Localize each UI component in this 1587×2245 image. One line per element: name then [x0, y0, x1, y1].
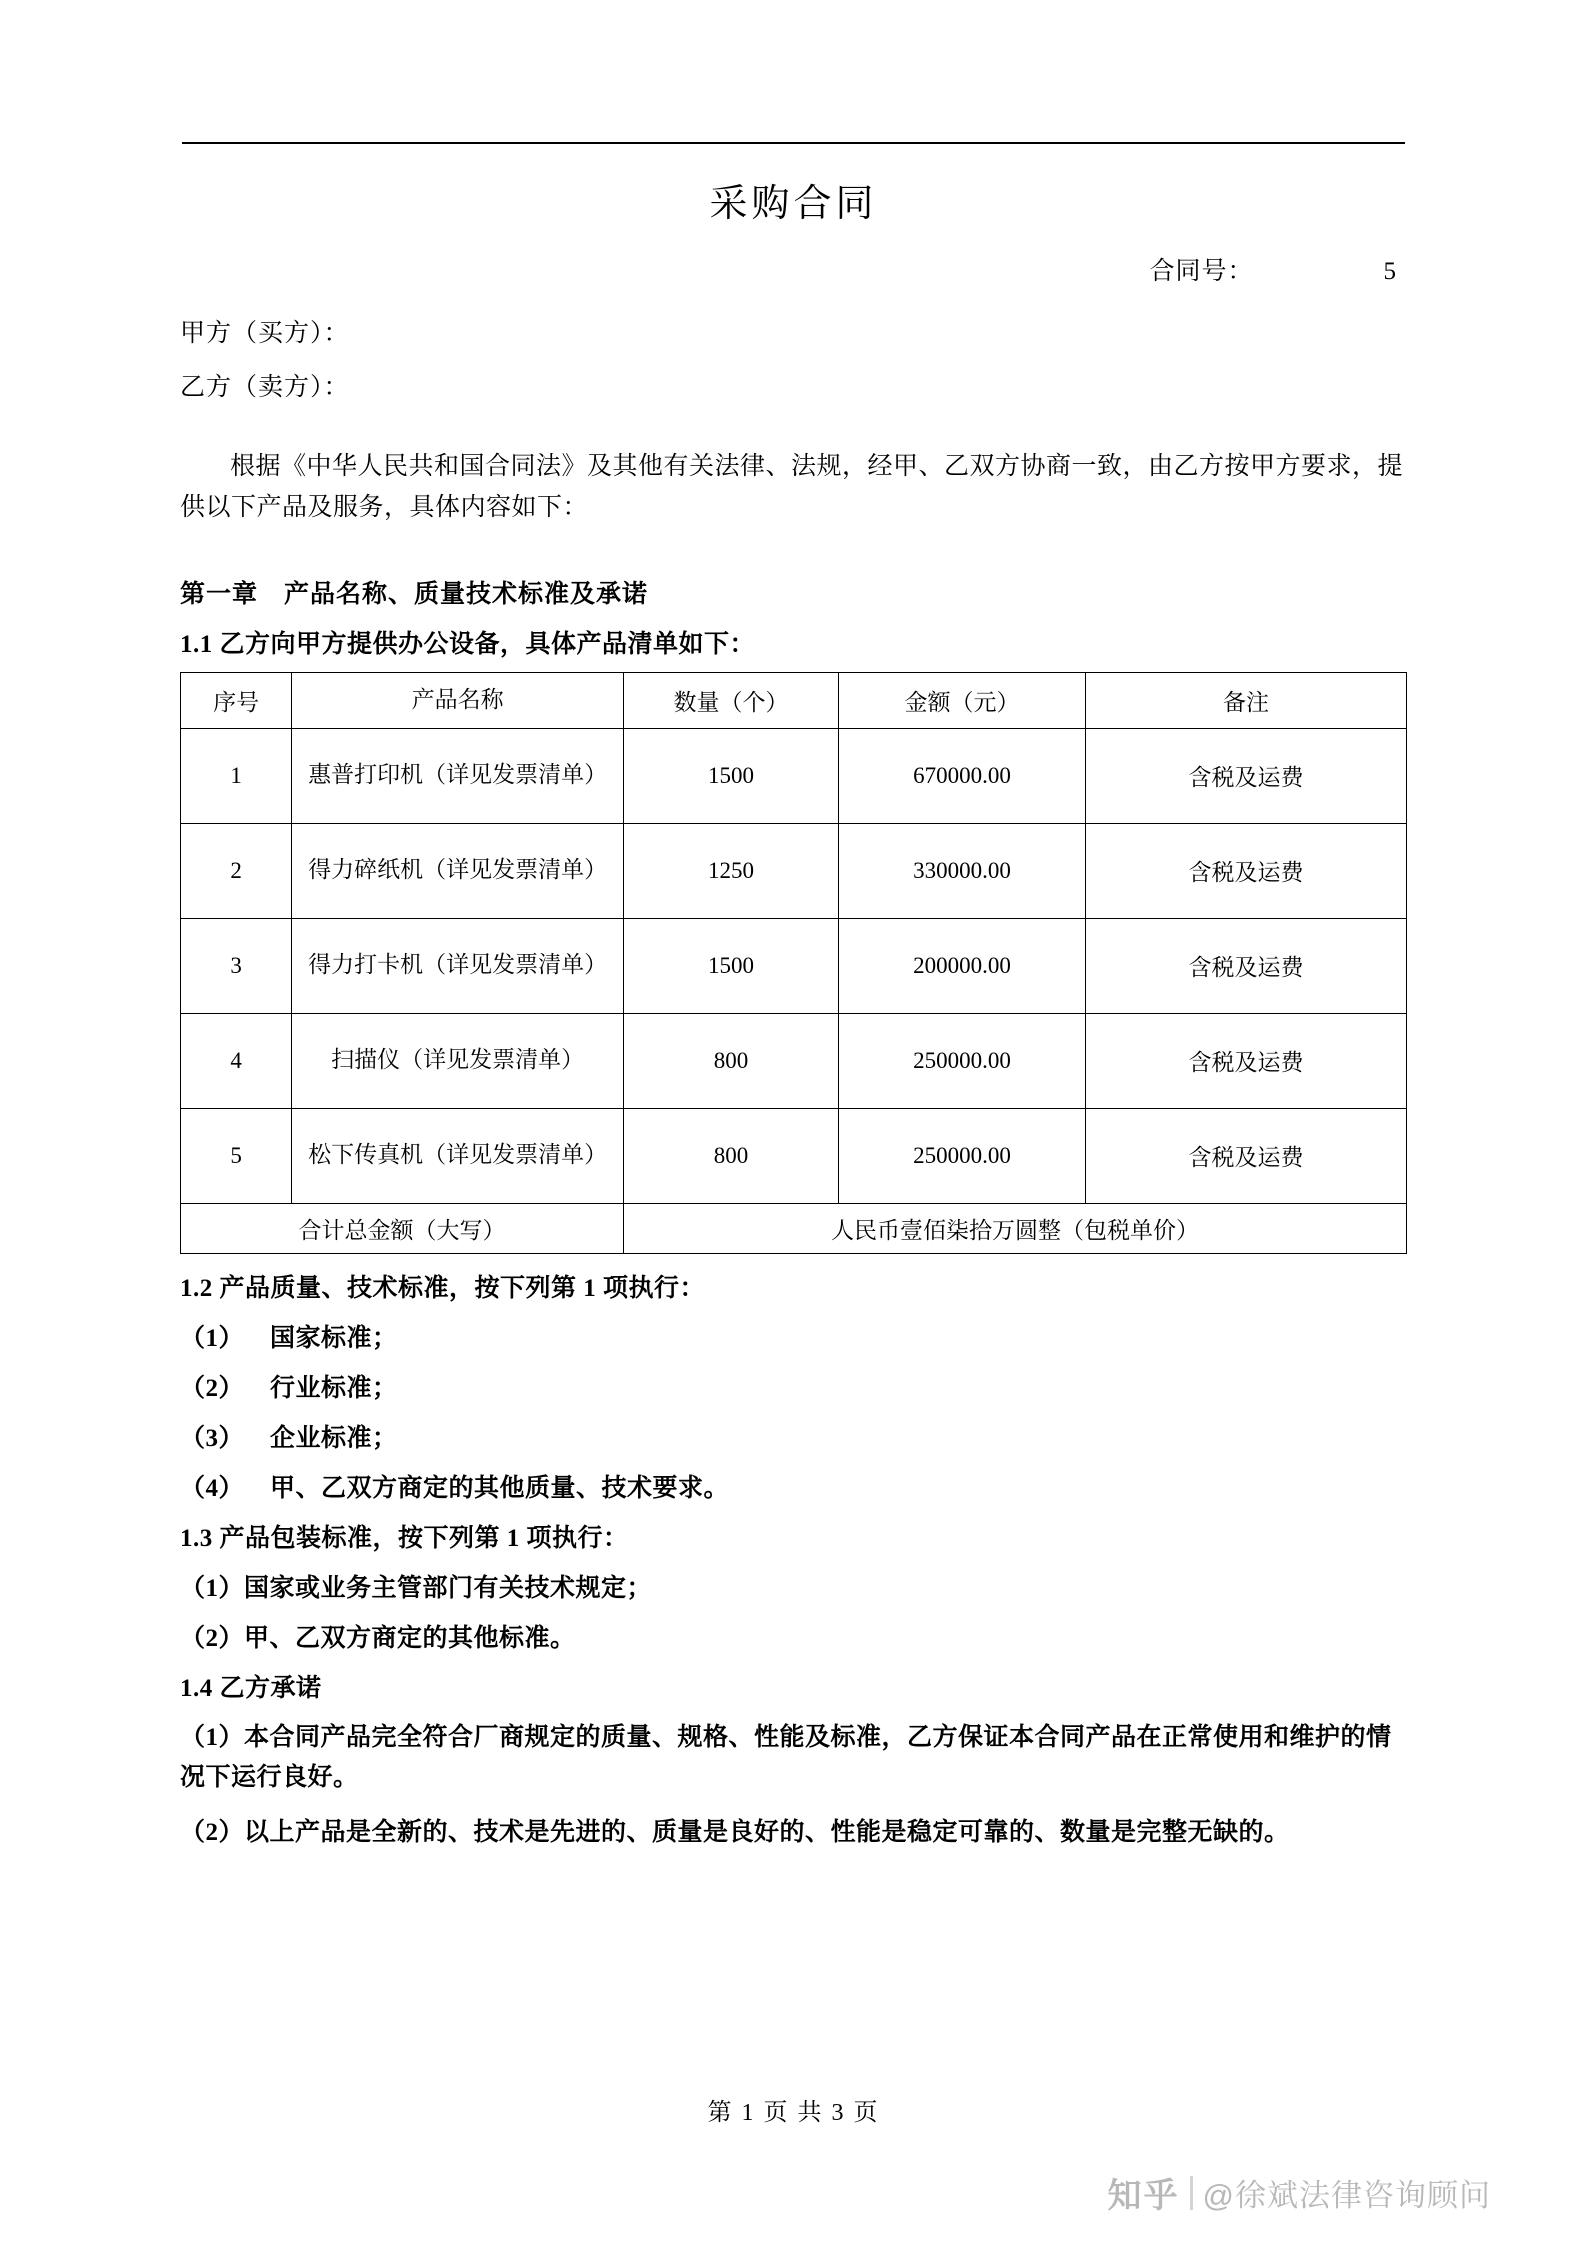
- cell-note: 含税及运费: [1085, 823, 1406, 918]
- cell-seq: 5: [181, 1108, 292, 1203]
- table-total-row: [181, 1203, 1407, 1253]
- cell-note: 含税及运费: [1085, 728, 1406, 823]
- chapter-1-title: 产品名称、质量技术标准及承诺: [284, 581, 649, 608]
- item-number: （3）: [180, 1424, 245, 1452]
- header-amount: 金额（元）: [839, 673, 1086, 729]
- product-table: [180, 672, 1407, 1254]
- table-row: [181, 823, 1407, 918]
- cell-product-name: 惠普打印机（详见发票清单）: [292, 728, 624, 823]
- party-b-line: 乙方（卖方）：: [180, 374, 350, 401]
- header-seq: 序号: [181, 673, 292, 729]
- item-text: 国家标准；: [270, 1324, 398, 1352]
- page-title: 采购合同: [709, 183, 878, 225]
- cell-quantity: 1250: [623, 823, 838, 918]
- header-rule: [182, 142, 1405, 144]
- clause-1-2-item-4: [180, 1468, 1407, 1504]
- cell-note: 含税及运费: [1085, 918, 1406, 1013]
- clause-1-3-item-1: [180, 1568, 1407, 1604]
- item-number: （4）: [180, 1474, 245, 1502]
- clause-1-1: 1.1 乙方向甲方提供办公设备，具体产品清单如下：: [180, 631, 756, 658]
- watermark-divider: [1190, 2176, 1193, 2210]
- clause-1-4-item-2: （2）以上产品是全新的、技术是先进的、质量是良好的、性能是稳定可靠的、数量是完整无缺的。: [180, 1818, 1290, 1846]
- cell-amount: 670000.00: [839, 728, 1086, 823]
- watermark: [1108, 2168, 1491, 2217]
- total-label: 合计总金额（大写）: [181, 1203, 624, 1253]
- table-row: [181, 918, 1407, 1013]
- cell-note: 含税及运费: [1085, 1013, 1406, 1108]
- item-text: 甲、乙双方商定的其他标准。: [244, 1624, 576, 1652]
- clause-1-2-item-1: [180, 1318, 1407, 1354]
- chapter-1-number: 第一章: [180, 581, 259, 608]
- header-quantity: 数量（个）: [623, 673, 838, 729]
- zhihu-logo: 知乎: [1107, 2177, 1180, 2215]
- clause-1-2-item-2: [180, 1368, 1407, 1404]
- cell-seq: 3: [181, 918, 292, 1013]
- item-text: 甲、乙双方商定的其他质量、技术要求。: [270, 1474, 730, 1502]
- intro-paragraph: 根据《中华人民共和国合同法》及其他有关法律、法规，经甲、乙双方协商一致，由乙方按甲方要求，提供以下产品及服务，具体内容如下：: [180, 453, 1404, 521]
- header-product-name: 产品名称: [292, 673, 624, 729]
- contract-number-value: 5: [1383, 258, 1397, 285]
- watermark-handle: @徐斌法律咨询顾问: [1202, 2178, 1491, 2213]
- clause-1-3-item-2: [180, 1618, 1407, 1654]
- cell-product-name: 松下传真机（详见发票清单）: [292, 1108, 624, 1203]
- item-text: 企业标准；: [270, 1424, 398, 1452]
- clause-1-2-item-3: [180, 1418, 1407, 1454]
- cell-seq: 2: [181, 823, 292, 918]
- page-indicator: 第 1 页 共 3 页: [707, 2100, 880, 2126]
- cell-seq: 4: [181, 1013, 292, 1108]
- cell-quantity: 800: [623, 1013, 838, 1108]
- item-text: 行业标准；: [270, 1374, 398, 1402]
- cell-amount: 200000.00: [839, 918, 1086, 1013]
- item-text: 国家或业务主管部门有关技术规定；: [244, 1574, 653, 1602]
- party-a-line: 甲方（买方）：: [180, 320, 350, 347]
- total-value: 人民币壹佰柒拾万圆整（包税单价）: [623, 1203, 1406, 1253]
- cell-amount: 250000.00: [839, 1108, 1086, 1203]
- clause-1-4: 1.4 乙方承诺: [180, 1674, 322, 1702]
- cell-note: 含税及运费: [1085, 1108, 1406, 1203]
- cell-product-name: 扫描仪（详见发票清单）: [292, 1013, 624, 1108]
- item-number: （1）: [180, 1324, 245, 1352]
- contract-number-line: [180, 251, 1407, 287]
- cell-quantity: 1500: [623, 728, 838, 823]
- cell-amount: 250000.00: [839, 1013, 1086, 1108]
- contract-number-label: 合同号：: [1149, 258, 1254, 285]
- clause-1-4-item-1: （1）本合同产品完全符合厂商规定的质量、规格、性能及标准，乙方保证本合同产品在正常使用和维护的情况下运行良好。: [180, 1723, 1392, 1791]
- table-header-row: [181, 673, 1407, 729]
- cell-seq: 1: [181, 728, 292, 823]
- item-number: （2）: [180, 1374, 245, 1402]
- cell-amount: 330000.00: [839, 823, 1086, 918]
- cell-quantity: 1500: [623, 918, 838, 1013]
- cell-product-name: 得力碎纸机（详见发票清单）: [292, 823, 624, 918]
- header-note: 备注: [1085, 673, 1406, 729]
- chapter-1-heading: [180, 574, 1407, 610]
- item-number: （1）: [180, 1574, 245, 1602]
- item-number: （2）: [180, 1624, 245, 1652]
- cell-quantity: 800: [623, 1108, 838, 1203]
- table-row: [181, 1108, 1407, 1203]
- table-row: [181, 728, 1407, 823]
- clause-1-2: 1.2 产品质量、技术标准，按下列第 1 项执行：: [180, 1274, 706, 1302]
- table-row: [181, 1013, 1407, 1108]
- clause-1-3: 1.3 产品包装标准，按下列第 1 项执行：: [180, 1524, 629, 1552]
- cell-product-name: 得力打卡机（详见发票清单）: [292, 918, 624, 1013]
